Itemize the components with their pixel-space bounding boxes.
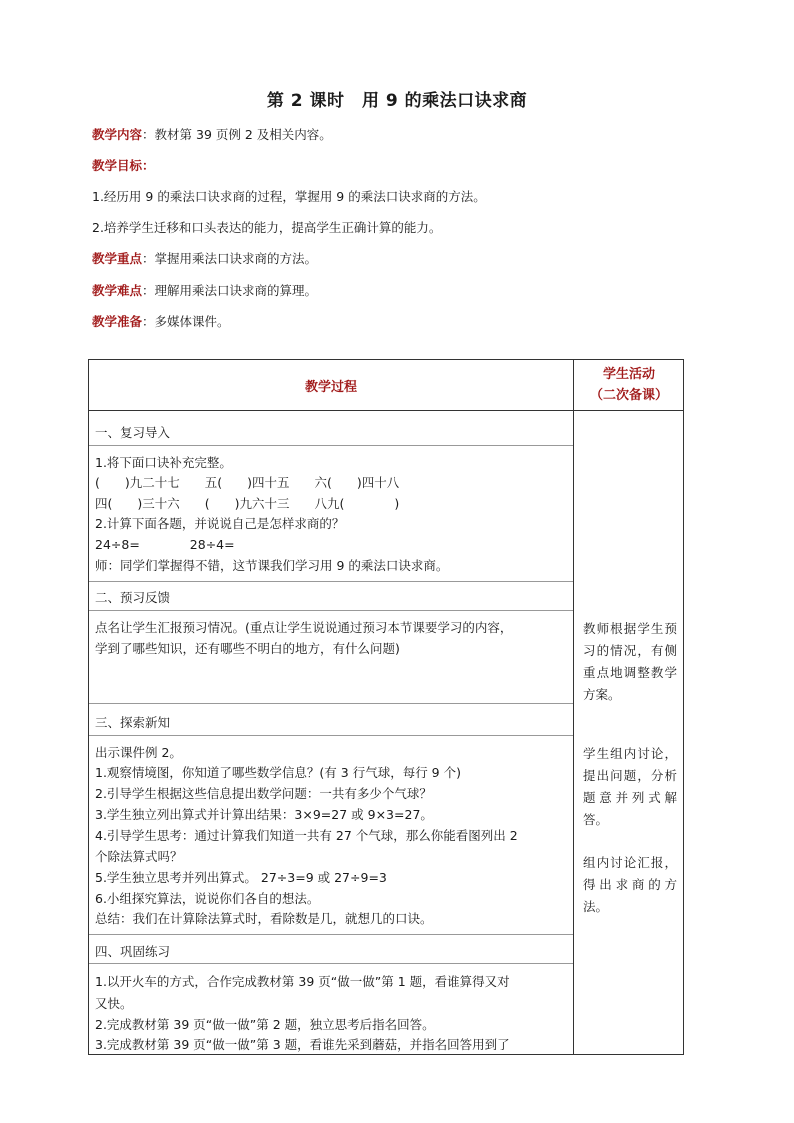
section-3-title: 三、探索新知 <box>95 715 171 730</box>
meta-content-text: ：教材第 39 页例 2 及相关内容。 <box>142 127 332 142</box>
section-2-separator <box>89 610 573 611</box>
meta-key-label: 教学重点 <box>92 251 143 266</box>
section-1-line-2: ( )九二十七 五( )四十五 六( )四十八 <box>95 475 400 490</box>
section-3-line-6: 个除法算式吗？ <box>95 849 183 864</box>
section-3-line-8: 6.小组探究算法，说说你们各自的想法。 <box>95 891 320 906</box>
section-1-line-6: 师：同学们掌握得不错，这节课我们学习用 9 的乘法口诀求商。 <box>95 558 449 573</box>
header-activity <box>574 360 684 410</box>
section-divider-1 <box>89 581 573 582</box>
activity-note-3: 组内讨论汇报，得出求商的方法。 <box>583 855 677 914</box>
section-3-line-5: 4.引导学生思考：通过计算我们知道一共有 27 个气球，那么你能看图列出 2 <box>95 828 518 843</box>
section-1-separator <box>89 445 573 446</box>
section-4-line-3: 2.完成教材第 39 页“做一做”第 2 题，独立思考后指名回答。 <box>95 1017 435 1032</box>
section-1-line-3: 四( )三十六 ( )九六十三 八九( ) <box>95 496 400 511</box>
section-4-line-4: 3.完成教材第 39 页“做一做”第 3 题，看谁先采到蘑菇，并指名回答用到了 <box>95 1037 510 1052</box>
section-3-separator <box>89 735 573 736</box>
section-3-line-4: 3.学生独立列出算式并计算出结果：3×9=27 或 9×3=27。 <box>95 807 433 822</box>
section-divider-3 <box>89 934 573 935</box>
section-divider-2 <box>89 703 573 704</box>
section-1-line-1: 1.将下面口诀补充完整。 <box>95 455 232 470</box>
meta-difficulty-label: 教学难点 <box>92 283 143 298</box>
meta-goal-1: 1.经历用 9 的乘法口诀求商的过程，掌握用 9 的乘法口诀求商的方法。 <box>92 189 486 204</box>
column-divider <box>573 360 574 1054</box>
header-process: 教学过程 <box>304 379 357 395</box>
meta-goal-2: 2.培养学生迁移和口头表达的能力，提高学生正确计算的能力。 <box>92 220 442 235</box>
meta-key-text: ：掌握用乘法口诀求商的方法。 <box>142 251 318 266</box>
section-2-title: 二、预习反馈 <box>95 590 171 605</box>
section-4-line-1: 1.以开火车的方式，合作完成教材第 39 页“做一做”第 1 题，看谁算得又对 <box>95 974 510 989</box>
section-2-line-2: 学到了哪些知识，还有哪些不明白的地方，有什么问题) <box>95 641 400 656</box>
meta-goals-colon: ： <box>142 158 155 173</box>
meta-goals-label: 教学目标 <box>92 158 143 173</box>
section-2-line-1: 点名让学生汇报预习情况。(重点让学生说说通过预习本节课要学习的内容， <box>95 620 513 635</box>
meta-prep-label: 教学准备 <box>92 314 143 329</box>
meta-content <box>92 126 712 144</box>
meta-key <box>92 250 712 268</box>
section-3-line-9: 总结：我们在计算除法算式时，看除数是几，就想几的口诀。 <box>95 911 433 926</box>
section-3-line-3: 2.引导学生根据这些信息提出数学问题：一共有多少个气球？ <box>95 786 432 801</box>
section-1-title: 一、复习导入 <box>95 425 171 440</box>
activity-note-2: 学生组内讨论，提出问题，分析题意并列式解答。 <box>583 746 677 827</box>
meta-goals <box>92 157 712 175</box>
section-1-line-5: 24÷8= 28÷4= <box>95 537 235 552</box>
header-divider <box>89 410 683 411</box>
section-4-title: 四、巩固练习 <box>95 944 171 959</box>
section-4-line-2: 又快。 <box>95 996 133 1011</box>
section-1-line-4: 2.计算下面各题，并说说自己是怎样求商的？ <box>95 516 345 531</box>
section-4-separator <box>89 963 573 964</box>
section-3-line-1: 出示课件例 2。 <box>95 745 182 760</box>
meta-prep <box>92 313 712 331</box>
activity-note-1: 教师根据学生预习的情况，有侧重点地调整教学方案。 <box>583 621 677 702</box>
section-3-line-2: 1.观察情境图，你知道了哪些数学信息？(有 3 行气球，每行 9 个) <box>95 765 461 780</box>
section-3-line-7: 5.学生独立思考并列出算式。 27÷3=9 或 27÷9=3 <box>95 870 387 885</box>
meta-difficulty-text: ：理解用乘法口诀求商的算理。 <box>142 283 318 298</box>
header-activity-line-2: （二次备课） <box>589 388 668 403</box>
meta-difficulty <box>92 282 712 300</box>
page-title: 第 2 课时 用 9 的乘法口诀求商 <box>266 91 528 111</box>
lesson-plan-table <box>88 359 684 1055</box>
header-activity-line-1: 学生活动 <box>602 367 655 382</box>
meta-content-label: 教学内容 <box>92 127 143 142</box>
meta-prep-text: ：多媒体课件。 <box>142 314 230 329</box>
